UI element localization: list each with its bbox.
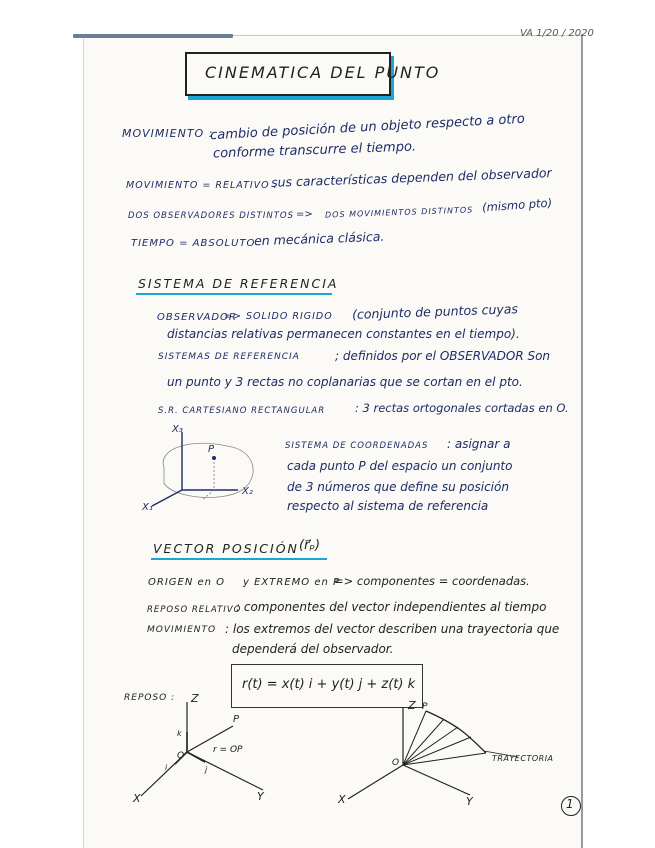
header-ref: VA 1/20 / 2020 — [520, 28, 594, 39]
reposo-relativo-label: REPOSO RELATIVO — [147, 605, 242, 615]
observadores-movimientos: DOS MOVIMIENTOS DISTINTOS — [324, 205, 474, 220]
point-p-label: P — [208, 444, 215, 455]
b1-arrow: => SOLIDO RIGIDO — [224, 311, 333, 322]
sistema-heading: SISTEMA DE REFERENCIA — [138, 276, 339, 291]
movimiento-label: MOVIMIENTO : — [122, 127, 214, 140]
k-label: k — [177, 729, 182, 738]
x1-axis-line — [152, 490, 182, 506]
coord-text3: de 3 números que define su posición — [287, 480, 509, 494]
b3-text: : 3 rectas ortogonales cortadas en O. — [355, 401, 569, 415]
observadores-arrow: => — [296, 209, 313, 220]
page-edge-shadow — [73, 34, 233, 38]
tiempo-def: en mecánica clásica. — [253, 228, 385, 249]
p-projection-d — [202, 490, 214, 500]
x2-label: X₂ — [242, 486, 253, 497]
b2-text: ; definidos por el OBSERVADOR Son — [335, 349, 551, 363]
j-unit-vector — [187, 752, 205, 762]
y-label-2: Y — [466, 795, 473, 808]
position-vector-5 — [403, 753, 486, 765]
p-label: P — [233, 714, 240, 725]
j-label: j — [205, 765, 208, 774]
p-label-2: P — [422, 702, 428, 712]
extremo-text: y EXTREMO en P — [243, 577, 341, 588]
b2-label: SISTEMAS DE REFERENCIA — [158, 352, 300, 362]
coord-text2: cada punto P del espacio un conjunto — [287, 459, 513, 473]
b1-text2: distancias relativas permanecen constantes en el tiempo). — [167, 327, 520, 341]
b3-label: S.R. CARTESIANO RECTANGULAR — [158, 406, 326, 416]
movimiento-vector-text: : los extremos del vector describen una trayectoria que — [225, 622, 560, 636]
b1-label: OBSERVADOR — [157, 312, 237, 323]
trajectory-curve — [426, 711, 486, 753]
movimiento-def-line2: conforme transcurre el tiempo. — [212, 139, 417, 162]
vector-heading-symbol: (r⃗ₚ) — [299, 538, 321, 553]
origen-lead: ORIGEN en O — [148, 577, 226, 588]
b2-text2: un punto y 3 rectas no coplanarias que se cortan en el pto. — [167, 375, 523, 389]
coord-text1: : asignar a — [447, 437, 511, 451]
movimiento-vector-label: MOVIMIENTO — [147, 625, 217, 635]
reposo-relativo-text: : componentes del vector independientes al tiempo — [236, 600, 547, 614]
cartesian-axes-diagram — [142, 418, 272, 518]
observadores-note: (mismo pto) — [481, 195, 553, 215]
movimiento-vector-text2: dependerá del observador. — [232, 642, 394, 656]
vector-heading-underline — [151, 558, 327, 560]
x3-label: X₃ — [172, 424, 183, 435]
y-label: Y — [257, 790, 264, 803]
origin-label-2: O — [392, 758, 400, 768]
origin-label: O — [177, 751, 185, 761]
vector-heading: VECTOR POSICIÓN — [153, 541, 299, 556]
x-label-2: X — [338, 793, 346, 806]
x-label: X — [133, 792, 141, 805]
trayectoria-label: TRAYECTORIA — [492, 754, 554, 763]
position-vector-2 — [403, 719, 444, 765]
sistema-heading-underline — [136, 293, 332, 295]
page-title: CINEMATICA DEL PUNTO — [205, 63, 441, 82]
point-p — [212, 456, 216, 460]
x1-label: X₁ — [142, 502, 153, 513]
componentes-text: => componentes = coordenadas. — [334, 574, 530, 588]
observadores-label: DOS OBSERVADORES DISTINTOS — [128, 211, 294, 221]
trayectoria-diagram — [308, 695, 583, 810]
y-axis-line-2 — [403, 765, 470, 795]
i-label: i — [165, 763, 168, 772]
position-formula: r(t) = x(t) i + y(t) j + z(t) k — [242, 677, 416, 692]
relativo-label: MOVIMIENTO = RELATIVO : — [126, 180, 278, 191]
tiempo-label: TIEMPO = ABSOLUTO — [131, 238, 256, 249]
page-number: 1 — [566, 797, 574, 811]
x-axis-line-2 — [348, 765, 403, 799]
relativo-def: sus características dependen del observador — [270, 165, 552, 190]
movimiento-def-line1: cambio de posición de un objeto respecto a otro — [209, 111, 526, 144]
z-label-2: Z — [408, 699, 416, 712]
b1-text: (conjunto de puntos cuyas — [351, 301, 519, 322]
reposo-diagram-label: REPOSO : — [124, 693, 176, 703]
r-op-label: r = OP — [213, 745, 243, 755]
z-label: Z — [191, 692, 199, 705]
reposo-diagram — [125, 690, 275, 805]
coord-label: SISTEMA DE COORDENADAS — [285, 441, 429, 451]
coord-text4: respecto al sistema de referencia — [287, 499, 489, 513]
